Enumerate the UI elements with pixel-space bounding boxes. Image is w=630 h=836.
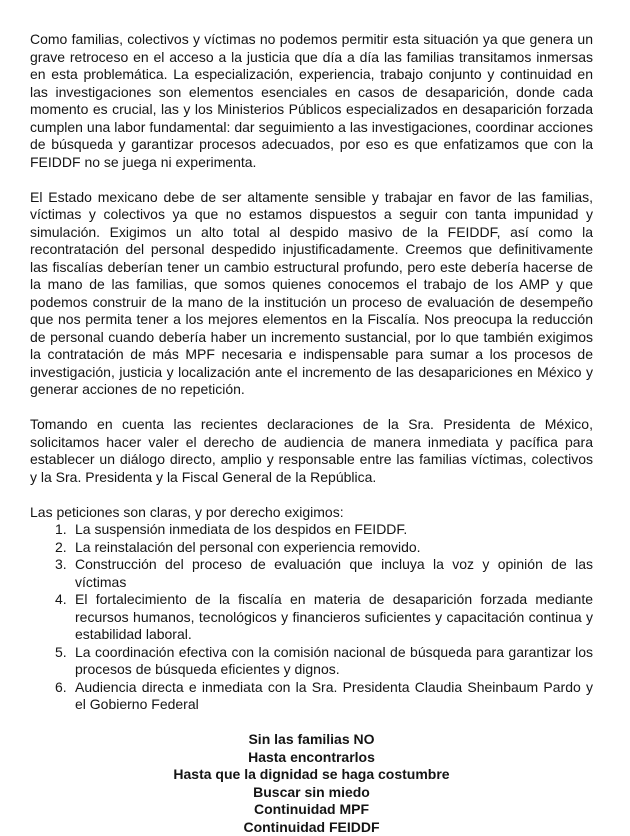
- slogan-line: Continuidad FEIDDF: [30, 819, 593, 836]
- slogan-line: Sin las familias NO: [30, 731, 593, 749]
- paragraph-audience-request: Tomando en cuenta las recientes declaraciones de la Sra. Presidenta de México, solicitamos hacer valer el derecho de audiencia de manera inmediata y pacífica para establecer un diálogo directo, amplio y responsable entre las familias víctimas, colectivos y la Sra. Presidenta y la Fiscal General de la República.: [30, 416, 593, 486]
- petition-item: Audiencia directa e inmediata con la Sra. Presidenta Claudia Sheinbaum Pardo y el Gobierno Federal: [30, 679, 593, 714]
- slogan-line: Continuidad MPF: [30, 801, 593, 819]
- petition-item: La coordinación efectiva con la comisión nacional de búsqueda para garantizar los procesos de búsqueda eficientes y dignos.: [30, 644, 593, 679]
- slogans-block: [30, 731, 593, 836]
- petition-item: La suspensión inmediata de los despidos en FEIDDF.: [30, 521, 593, 539]
- petitions-intro: Las peticiones son claras, y por derecho exigimos:: [30, 504, 593, 522]
- paragraph-state-demands: El Estado mexicano debe de ser altamente sensible y trabajar en favor de las familias, víctimas y colectivos ya que no estamos dispuestos a seguir con tanta impunidad y simulación. Exigimos un alto total al despido masivo de la FEIDDF, así como la recontratación del personal despedido injustificadamente. Creemos que definitivamente las fiscalías deberían tener un cambio estructural profundo, pero este debería hacerse de la mano de las familias, que somos quienes conocemos el trabajo de los AMP y que podemos construir de la mano de la institución un proceso de evaluación de desempeño que nos permita tener a los mejores elementos en la Fiscalía. Nos preocupa la reducción de personal cuando debería haber un incremento sustancial, por lo que también exigimos la contratación de más MPF necesaria e indispensable para sumar a los procesos de investigación, justicia y localización ante el incremento de las desapariciones en México y generar acciones de no repetición.: [30, 189, 593, 399]
- slogan-line: Buscar sin miedo: [30, 784, 593, 802]
- petition-item: El fortalecimiento de la fiscalía en materia de desaparición forzada mediante recursos humanos, tecnológicos y financieros suficientes y capacitación continua y estabilidad laboral.: [30, 591, 593, 644]
- paragraph-families-context: Como familias, colectivos y víctimas no podemos permitir esta situación ya que genera un grave retroceso en el acceso a la justicia que día a día las familias transitamos inmersas en esta problemática. La especialización, experiencia, trabajo conjunto y continuidad en las investigaciones son elementos esenciales en casos de desaparición, donde cada momento es crucial, las y los Ministerios Públicos especializados en desaparición forzada cumplen una labor fundamental: dar seguimiento a las investigaciones, coordinar acciones de búsqueda y garantizar procesos adecuados, por eso es que enfatizamos que con la FEIDDF no se juega ni experimenta.: [30, 31, 593, 171]
- slogan-line: Hasta que la dignidad se haga costumbre: [30, 766, 593, 784]
- petitions-list: [30, 521, 593, 714]
- petition-item: La reinstalación del personal con experiencia removido.: [30, 539, 593, 557]
- slogan-line: Hasta encontrarlos: [30, 749, 593, 767]
- petition-item: Construcción del proceso de evaluación que incluya la voz y opinión de las víctimas: [30, 556, 593, 591]
